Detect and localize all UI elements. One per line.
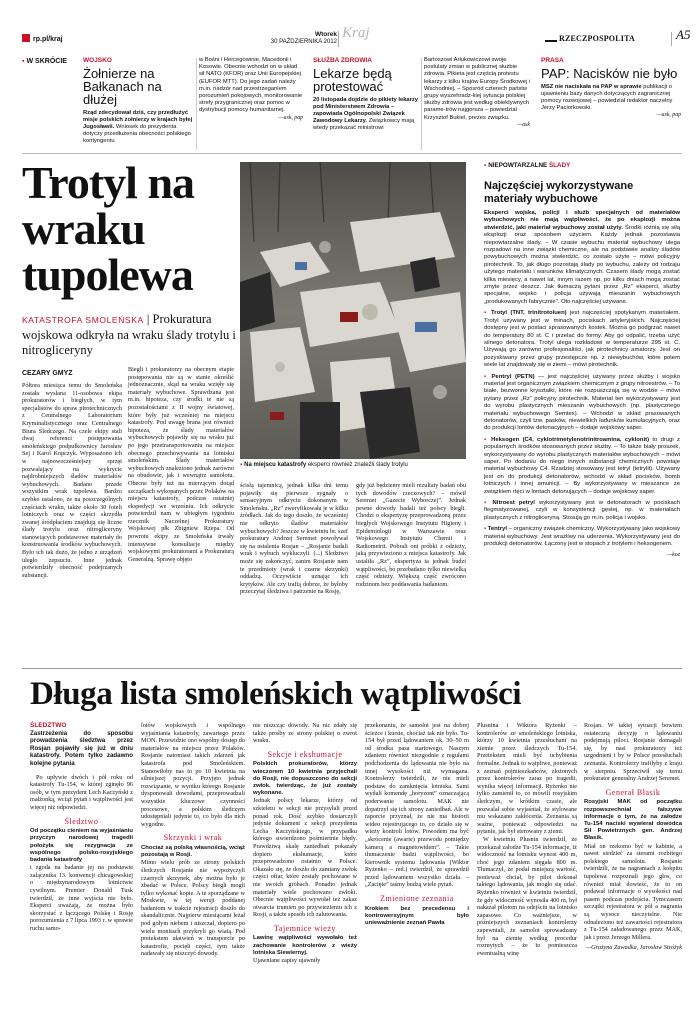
article2-col-5: Plusnina i Wiktora Ryżenki – kontrolerów ze smoleńskiego lotniska, którzy 10 kwietnia przesłuchani na ziemie przez śledczych Tu-154. Przeteksten mieli być uchybienia formalne. Jednak to wątpliwe, ponieważ z zeznań pojmieszkańców, złożonych przez kontrolerów zaraz po tragedii, wynika więcej informacji. Ryżenko nie tylko zamienił to, co mówili rosyjskim śledczym, w krótkim czasie, ale pozwalał sobie wyjaśniał, że stylowane mu wskazano zakłócenia. Zeznania są ważne, ponieważ odpowiedzi na pytanie, jak był sterowany z ziemi. W kwietniu Plusnin twierdził, że przekazał załodze Tu-154 informacje, iż widoczność na lotnisku wynosi 400 m, choć jego zdaniem sięgała 800 m. Tłumaczył, że podał mniejszą wartość, ponieważ chciał, by pilot dokonał takiego lądowania, jak mogło się udać. Ryżenko również w kwietniu twierdził, że gdy widoczność wynosiła 400 m, był nakazał pilotom na odejściu na lotnisko zapasowe. Co ważniejsze, w późniejszych zeznaniach kontrolerzy zapewniali, że samolot sprowadzany był na ziemię według procedur rozmytych – że to pomieszcza ewentualną winę	[477, 722, 577, 957]
section-name: Kraj	[342, 25, 370, 41]
article2-signature: —Grażyna Zawadka, Jarosław Stróżyk	[585, 944, 682, 952]
article2-col-2: lotów wojskowych i wspólnego wyjaśniania katastrofy, zawartego przez MON. Przewidzie ono wspólny dostęp do materiałów na miejscu przez Polaków. Rosjanie natomiast takich zdarzeń jak katastrofa pod Smoleńskiem. Stanowiłoby nas to po 10 kwietnia na silniejszej pozycji. Przyjęto jednak rozwiązanie, w wyniku którego Rosjanie dysponowali dowodami, przeprowadzali wszystkie kluczowe czynności procesowe, a polskim śledczym udostępniali jedynie to, co było dla nich wygodne. Skrzynki i wrak Chociaż są polską własnością, wciąż pozostają w Rosji. Mimo wielu prób ze strony polskich śledczych Rosjanie nie wypożyczyli czarnych skrzynek, aby można było je zbadać w Polsce. Polscy biegli mogli tylko wykonać kopie. A te sporządzane w Moskwie, w tej wersji poddanej badaniom w trakcie rejestracji doszło do skandalicznie. Najpierw miesiącami leżał pod gołym niebem i niszczał, dopiero po wielu monitach przykryli go wiatą. Pod pretekstem ułatwień w transporcie po katastrofie, pocięli części, tym także nadawały się niszczyć dowody.	[141, 722, 245, 958]
brief-title: Żołnierze na Bałkanach na dłużej	[83, 65, 162, 107]
brief-title: PAP: Nacisków nie było	[541, 65, 678, 81]
second-headline: Długa lista smoleńskich wątpliwości	[30, 676, 522, 712]
explosive-item: ▪ Heksogen (C4, cyklotrimetylenotrinitroamina, cyklonit) to drugi z popularnych środków stosowanych przez służby. – To także biały proszek, wykorzystywany do wyrobu plastycznych materiałów wybuchowych – mówi saper. Po dodaniu do niego innych substancji chemicznych powstaje materiał wybuchowy C4. Rzadziej stosowany jest tetryl (tetrylit). Używany jest on do produkcji detonatorów, wchodzi w skład pocisków, bomb lotniczych i innej amunicji. – By wykorzystywany w mieszance ze związkiem rtęci w lontach detonujących – dodaje wojskowy saper.	[484, 437, 680, 496]
explosive-item: ▪ Trotyl (TNT, trinitrotoluen) jest najczęściej spotykanym materiałem. Trotyl używany jest w minach, pociskach artyleryjskich. Najczęściej dostępny jest w postaci sprasowanych kostek. Można go podgrzać nawet do temperatury 80 st. C i przelać do formy. Aby go odpalić, trzeba użyć silnego detonatora. Trotyl ulega rozkładowi w temperaturze 295 st. C. Używają go zarówno profesjonaliści, jak pirotechnicy amatorzy. Jest on pozyskiwany przez grupy przestępcze np. z niewybuchów, które potem wiele lat znajdowały się w ziemi – mówi pirotechnik.	[484, 310, 680, 369]
article2-col-4: przekonaniu, że samolot jest na dobrej ścieżce i kursie, choćiaż tak nie było. Tu-154 był przed lądowaniem ok. 30–50 m od środka pasa startowego. Naszym zdaniem również niezgodnie z regułami podchodzenia do lądowania nie było na innej wysokości niż wymagana. Kontrolerzy twierdzili, że nie mieli podstaw do zamknięcia lotniska. Sami wydali komendę „horyzont” oznaczającą poderwanie samolotu. MAK nie dopatrzył się ich strony zaniedbań. Ale w raporcie przyznał, że nie ma historii wideo rejestrującego to, co działo się w wieży kontroli lotów. Powodem ma być „skrócenie (awarie) przewodu pomiędzy kamerą a magnetowidem”. – Takie tłumaczenie budzi wątpliwości, bo kierownik systemu lądowania (Wiktor Ryżenko – red.) twierdził, że sprawdził przed lądowaniem wszystko działa. – „Zacięte” taśmy budzą wiele pytań. Zmienione zeznania Krokiem bez precedensu i kontrowersyjnym było uniewaźnienie zeznań Pawła	[365, 722, 469, 927]
wreck-photo	[240, 162, 466, 459]
eagle-icon	[545, 34, 557, 42]
article-col-4: gdy już będziemy mieli rezultaty badań obu tych dowodów rzeczowych? – mówił Seremet „Gazecie Wyborczej”. Jednak pewne dowody badali też polscy biegli. Chodzi o ekspertyzę przeprowadzoną przez biegłych Wojskowego Instytutu Higieny i Epidemiologii w Warszawie oraz Wojskowego Instytutu Chemii i Radiometrii. Pobrali oni próbki z odzieży, jaką przywieziono z miejsca katastrofy. Jak ustaliła „Rz”, ekspertyza ta jednak budzi wątpliwości, bo przebadano tylko niewielką część odzieży. Większą część zwrócono rodzinom bez poddawania badaniom.	[356, 482, 466, 588]
brief-zdrowie: SŁUŻBA ZDROWIA Lekarze będą protestować 20 listopada dojdzie do pikiety lekarzy pod Ministerstwem Zdrowia – zapowiada Ogólnopolski Związek Zawodowy Lekarzy. Związkowcy mają wtedy przekazać ministrowi	[313, 57, 419, 132]
brief-wojsko-cont: w Bośni i Hercegowinie, Macedonii i Kosowie. Obecnie wchodzi on w skład sił NATO (KFOR) oraz Unii Europejskiej (EUFOR MTT). Do jego zadań należy m.in. nadzór nad przestrzeganiem porozumień pokojowych, monitorowanie strefy przygranicznej oraz pomoc w dystrybucji pomocy humanitarnej. —ask, pap	[199, 57, 303, 121]
explosive-item: ▪ Nitroest petryl wykorzystywany jest w detonatorach w pociskach flegmatyzowanej, czyli w konsystencji gęstej, np. w materiałach plastycznych z nitrogliceryną. Stosują go m.in. policja i wojsko.	[484, 500, 680, 522]
article2-col-1: ŚLEDZTWO Zastrzeżenia do sposobu prowadzenia śledztwa przez Rosjan pojawiły się już w dniu katastrofy. Potem tylko zadawno kolejne pytania Po upływie dwóch i pół roku od katastrofy Tu-154, w której zginęło 96 osób, w tym prezydent Lech Kaczyński z małżonką, wciąż pytań i wątpliwości jest więcej niż odpowiedzi. Śledztwo Od początku cieniem na wyjaśnianiu przyczyn narodowej tragedii położyła się rezygnacja ze wspólnego polsko-rosyjskiego badania katastrofy i zgoda na badanie jej na podstawie załącznika 13. konwencji chicagowskiej o międzynarodowym lotnictwie cywilnym. Premier Donald Tusk twierdził, że inne wyjścia nie było. Eksperci uważają, że można było skorzystać z łączącego Polskę i Rosję porozumienia z 7 lipca 1993 r. w sprawie ruchu samo-	[30, 722, 133, 932]
article-col-1: Półtora miesiąca temu do Smoleńska została wysłana 11-osobowa ekipa prokuratorów i biegłych, w tym specjalistów do spraw pirotechnicznych z Centralnego Laboratorium Kryminalistycznego oraz Centralnego Biura Śledczego. Na czele ekipy stali dwaj referenci postępowania smoleńskiego podpułkownicy Jarosław Sej i Karol Kopczyk. Wyposażono ich w najnowocześniejszy sprzęt pozwalający na wykrycie najdrobniejszych śladów materiałów wybuchowych. Badano przede wszystkim wrak tupolewa. Bardzo szybko ustalono, że na poszczególnych częściach wraku, także około 30 foteli lotniczych oraz w części skrzydła zwanej śródpłaciem znajdują się liczne ślady trotylu oraz nitrogliceryny stanowiących podstawowe materiały do konstruowania środków wybuchowych. Było ich tak dużo, że jedno z urządzeń uległo zepsuciu. Inne jednak potwierdziły obecność podejrzanych substancji.	[22, 382, 122, 579]
page-header	[0, 0, 699, 50]
sidebar-kicker: ▪ NIEPOWTARZALNE ŚLADY	[484, 162, 570, 170]
wreck-debris-image	[240, 162, 466, 459]
author-byline: CEZARY GMYZ	[22, 370, 73, 377]
issue-date: Wtorek 30 PAŹDZIERNIKA 2012	[270, 31, 337, 45]
article2-col-6: Rosjan. W takiej sytuacji bowiem ostateczną decyzję o lądowaniu podejmują piloci. Rosjanie domagali się, by nasi prokuratorzy też uzgodnieni i by w Polsce przesłuchali zeznania. Kontrolerzy trafiłyby z kraju w sierpniu. Sprzeciwił się temu prokurator generalny Andrzej Seremet. Generał Błasik Rosyjski MAK od początku rozpowszechniał fałszywe informacje o tym, że na załodze Tu-154 naciski wywierał dowódca Sił Powietrznych gen. Andrzej Błasik. Miał on rzekomo być w kabinie, a nawet siedzieć za sterami rozbitego polskiego samolotu. Rosjanie twierdzili, że na nagraniach z kokpitu tupolewa rozpoznali jego głos, co również miał dowieść, że to on podawał informacje o wysokości nad pasem podczas podejścia. Tymczasem szczątki rejestratora w pół a nagrania są wysoce nieczytelne. Nie odnaleziono też zawartości rejestratora z Tu-154 załadowanego przez MAK, jak i przez Jerzego Millera. —Grażyna Zawadka, Jarosław Stróżyk	[584, 722, 682, 952]
brief-prasa: PRASA PAP: Nacisków nie było MSZ nie naciskała na PAP w sprawie publikacji o ujawnieniu bazy danych dotyczących zagranicznej pomocy rozwojowej – powiedział redaktor naczelny Jerzy Paciorkowski. —ask, pap	[541, 57, 681, 119]
sidebar-title: Najczęściej wykorzystywane materiały wybuchowe	[484, 180, 634, 205]
brief-zdrowie-cont: Bartoszowi Arłukowiczowi swoje postulaty zmian w publicznej służbie zdrowia. Pikieta jest częścią protestu lekarzy z kilku krajów Europy Środkowej i Wschodniej. – Sposród czterech państw grupy wyszehradz-kiej sytuacja polskiej służby zdrowia jest według obiektywnych parame-trów najgorsza – powiedział Krzysztof Bukiel, prezes związku. —ask	[424, 57, 530, 128]
brand-logo: RZECZPOSPOLITA	[545, 34, 635, 43]
brief-wojsko: WOJSKO Żołnierze na Bałkanach na dłużej Rząd zdecydował dziś, czy przedłużyć misje polskich żołnierzy w krajach byłej Jugosławii. Wniosek do prezydenta dotyczy przedłużenia obecności polskiego kontyngentu	[83, 57, 193, 145]
article-deck: KATASTROFA SMOLEŃSKA | Prokuratura wojskowa odkryła na wraku ślady trotylu i nitrogliceryny	[22, 312, 236, 357]
rp-logo-icon	[22, 34, 30, 42]
article-col-3: ścisłą tajemnicą, jednak kilka dni temu pojawiły się pierwsze sygnały o sensacyjnym odkryciu dokonanym w Smoleńsku. „Rz” zweryfikowała je w kilku źródłach. Jak do tego doszło, że wcześniej nie odkryto śladów materiałów wybuchowych? Jeszcze w kwietniu br. szef prokuratury Andrzej Seremet powoływał się na ustalenia Rosjan – „Rosjanie badali wrak i wybuch wykluczyli. (...) Śledztwo może się zakończyć, zanim Rosjanie nam te przedmioty (wrak i czarne skrzynki) oddadzą. Oczywiście uznając ich krytyków. Ale czy trafią dobrze, że byłoby przeczytaj śledztwa i patrzenie na Rosję,	[240, 482, 348, 596]
photo-caption: ▪ Na miejscu katastrofy eksperci również znaleźli ślady trotylu	[240, 462, 466, 470]
site-link[interactable]: rp.pl/kraj	[22, 34, 63, 44]
in-brief-label: ▪ W SKRÓCIE	[22, 58, 77, 158]
article-col-2: Biegli i prokuratorzy na obecnym etapie postępowania nie są w stanie określić jednoznacznie, skąd na wraku wzięły się materiały wybuchowe. Sprawdzana jest m.in. hipoteza, czy środki te nie są pozostałościami z II wojny światowej, które były już wcześniej na miejscu katastrofy. Pod uwagę brana jest również hipoteza, że ślady materiałów wybuchowych pojawiły się na wraku już po jego przetransportowaniu na miejsce obecnego przechowywania na lotnisku smoleńskim. Ślady materiałów wybuchowych znaleziono jednak zarówno na obudowie, jak i wewnątrz samolotu. Obecne były też na mierzącym dotąd szczątkach wykopanych przez Polaków na miejscu katastrofy, podczas ostatniej ekspedycji we wrześniu. Ich odkrycie potwierdził nam w ubiegłym tygodniu rzecznik Naczelnej Prokuratury Wojskowej płk Zbigniew Rzepa. Od powrotu ekipy ze Smoleńska trwały intensywne konsultacje między wojskowymi prokuratorami a Prokuraturą Generalną. Sprawę objęto	[128, 366, 234, 563]
article2-col-3: nie niszcząc dowody. Na nic zdały się także prośby ze strony polskiej o zwrot wraku. Sekcje i ekshumacje Polskich prokuratorów, którzy wieczorem 10 kwietnia przyjechali do Rosji, nie dopuszczono do sekcji zwłok, twierdząc, że już zostały wykonane. Jednak polscy lekarze, którzy od szkieletu w sekcji nie przysyłali przed ponad rok. Dość szybko dostarczyli jedynie dokument z sekcji prezydenta Lecha Kaczyńskiego, w przypadku którego stwierdzono pośmiertnie błędy. Prawdziwą skalę zaniedbań pokazały dopiero ekshumacje, które przeprowadzono ostatnio w Polsce. Okazało się, że doszło do zamiany zwłok części ofiar, które zostały pochowane w nie swoich grobach. Ponadto jednak materiały wiele pochowano zwłoki. Obecnie wątpliwości wywołał też zakaz otwarcia trumien po przywiezieniu ich z Rosji, a także sposób ich zalutowania. Tajemnice wieży Lawinę wątpliwości wywołało też zachowanie kontrolerów z wieży lotniska Siewiernyj. Ujawniane zapisy ujawniły	[253, 722, 357, 965]
sidebar-body: Eksperci wojska, policji i służb specjalnych od materiałów wybuchowych nie mają wątpliwości, że po eksplozji można stwierdzić, jaki materiał wybuchowy został użyty. Środki różnią się siłą eksplozji oraz sposobem użyciem. Każdy jednak pozostawia niepowtarzalne ślady. – W czasie wybuchu materiał wybuchowy ulega rozpadowi na inne związki chemiczne, ale na podstawie analizy śladów powybuchowych można stwierdzić, co zostało użyte – mówi policyjny pirotechnik. To, jak długo pozostają ślady po wybuchu, zależy od rodzaju użytego materiału i warunków klimatycznych. Czasem ślady mogą zostać kilka miesięcy, a nawet lat, innym razem np. po kilku dniach mogą zostać zmyte przez deszcz. Jak tłumaczą pytani przez „Rz” eksperci, służby specjalne, wojsko i policja używają mieszanin wybuchowych „produkowanych fabrycznie”. Oto najczęściej używane. ▪ Trotyl (TNT, trinitrotoluen) jest najczęściej spotykanym materiałem. Trotyl używany jest w minach, pociskach artyleryjskich. Najczęściej dostępny jest w postaci sprasowanych kostek. Można go podgrzać nawet do temperatury 80 st. C i przelać do formy. Aby go odpalić, trzeba użyć silnego detonatora. Trotyl ulega rozkładowi w temperaturze 295 st. C. Używają go zarówno profesjonaliści, jak pirotechnicy amatorzy. Jest on pozyskiwany przez grupy przestępcze np. z niewybuchów, które potem wiele lat znajdowały się w ziemi – mówi pirotechnik. ▪ Pentryl (PETN) — jest najczęściej używany przez służby i wojsko materiał jest organicznym związkiem chemicznym z grupy nitroestrów. – To białe, bezwonne kryształki, które nie rozpuszczają się w wodzie – mówi pytany przez „Rz” policyjny pirotechnik. Materiał ten wykorzystywany jest do wyrobu plastycznych mieszanin wybuchowych (np. plastycznego materiału wybuchowego Semtex). – Wchodzi w skład prasowanych detonatorów, czyli tzw. pasków, niewielkich ładunków kumulacyjnych, oraz do produkcji lontów detonacyjnych – dodaje wojskowy saper. ▪ Heksogen (C4, cyklotrimetylenotrinitroamina, cyklonit) to drugi z popularnych środków stosowanych przez służby. – To także biały proszek, wykorzystywany do wyrobu plastycznych materiałów wybuchowych – mówi saper. Po dodaniu do niego innych substancji chemicznych powstaje materiał wybuchowy C4. Rzadziej stosowany jest tetryl (tetrylit). Używany jest on do produkcji detonatorów, wchodzi w skład pocisków, bomb lotniczych i innej amunicji. – By wykorzystywany w mieszance ze związkiem rtęci w lontach detonujących – dodaje wojskowy saper. ▪ Nitroest petryl wykorzystywany jest w detonatorach w pociskach flegmatyzowanej, czyli w konsystencji gęstej, np. w materiałach plastycznych z nitrogliceryną. Stosują go m.in. policja i wojsko. ▪ Tentryl – organiczny związek chemiczny. Wykorzystywany jako wojskowy materiał wybuchowy. Jest wrażliwy na uderzenia. Wykorzystywany jest do produkcji detonatorów. Łączony jest w stopach z trotylem i heksogenem. —koz	[484, 210, 680, 560]
explosive-item: ▪ Pentryl (PETN) — jest najczęściej używany przez służby i wojsko materiał jest organicznym związkiem chemicznym z grupy nitroestrów. – To białe, bezwonne kryształki, które nie rozpuszczają się w wodzie – mówi pytany przez „Rz” policyjny pirotechnik. Materiał ten wykorzystywany jest do wyrobu plastycznych mieszanin wybuchowych (np. plastycznego materiału wybuchowego Semtex). – Wchodzi w skład prasowanych detonatorów, czyli tzw. pasków, niewielkich ładunków kumulacyjnych, oraz do produkcji lontów detonacyjnych – dodaje wojskowy saper.	[484, 374, 680, 433]
page-number: A5	[676, 27, 691, 42]
brief-title: Lekarze będą protestować	[313, 65, 392, 94]
main-headline: Trotyl na wraku tupolewa	[22, 157, 195, 300]
explosive-item: ▪ Tentryl – organiczny związek chemiczny. Wykorzystywany jako wojskowy materiał wybuchowy. Jest wrażliwy na uderzenia. Wykorzystywany jest do produkcji detonatorów. Łączony jest w stopach z trotylem i heksogenem.	[484, 526, 680, 548]
